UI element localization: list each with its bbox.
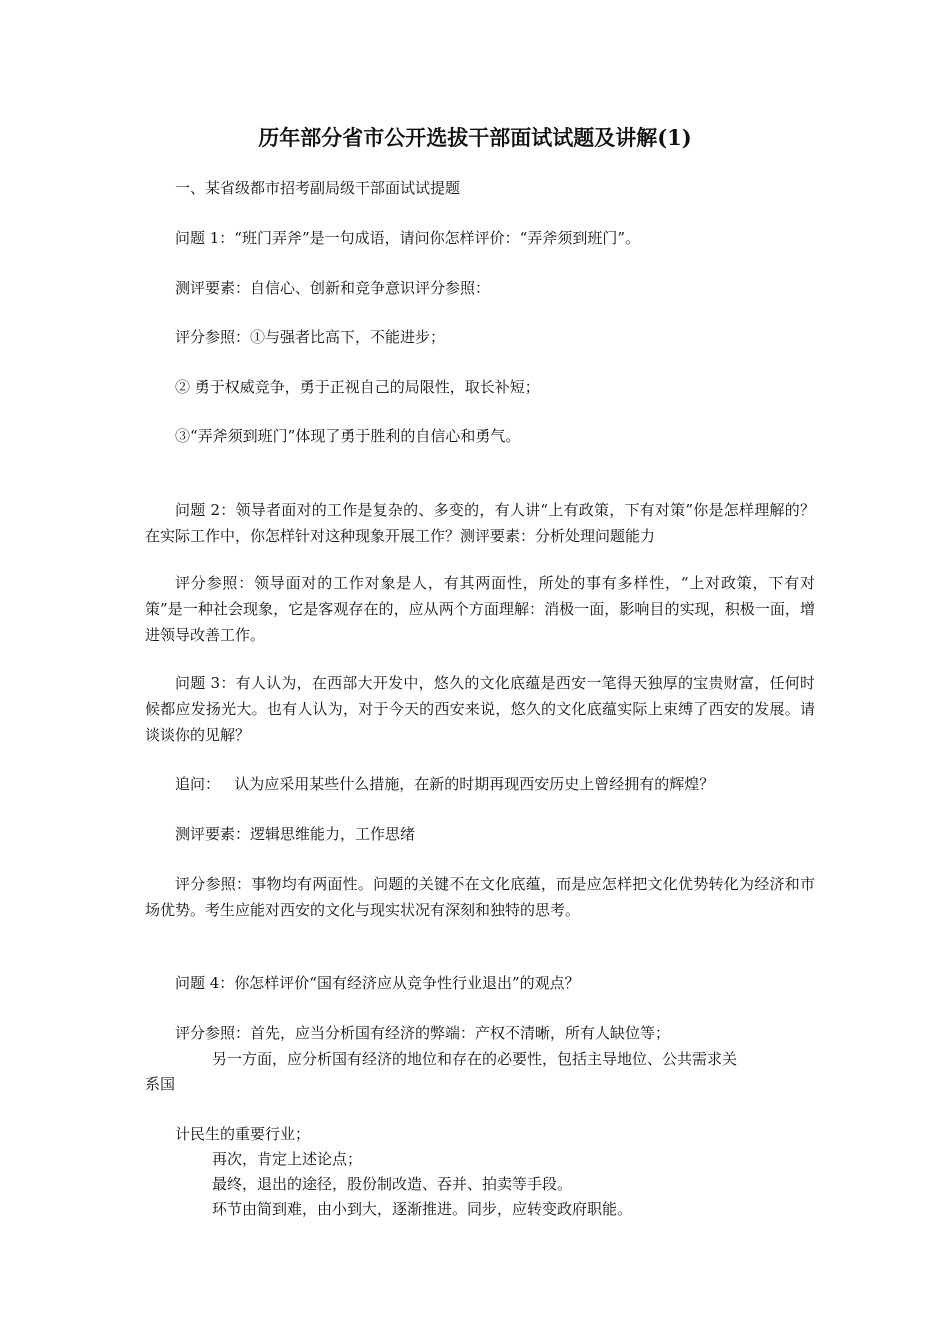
q1-criteria: 测评要素：自信心、创新和竞争意识评分参照： [175,279,491,297]
q1-reference-2: ② 勇于权威竞争，勇于正视自己的局限性，取长补短； [175,378,540,396]
q4-reference-line-6: 环节由简到难，由小到大，逐渐推进。同步，应转变政府职能。 [212,1200,633,1218]
q4-question: 问题 4：你怎样评价“国有经济应从竞争性行业退出”的观点？ [175,974,580,992]
q2-reference: 评分参照：领导面对的工作对象是人，有其两面性，所处的事有多样性，“上对政策，下有对策”是一种社会现象，它是客观存在的，应从两个方面理解：消极一面，影响目的实现，积极一面，增进领导改善工作。 [145,574,815,644]
document-title: 历年部分省市公开选拔干部面试试题及讲解(1) [258,125,692,150]
section-heading: 一、某省级都市招考副局级干部面试试提题 [175,179,461,197]
q4-reference-line-1: 评分参照：首先，应当分析国有经济的弊端：产权不清晰，所有人缺位等； [175,1024,671,1042]
q1-question: 问题 1：“班门弄斧”是一句成语，请问你怎样评价：“弄斧须到班门”。 [175,229,640,247]
q1-reference-3: ③“弄斧须到班门”体现了勇于胜利的自信心和勇气。 [175,427,521,445]
q1-reference-1: 评分参照：①与强者比高下，不能进步； [175,328,446,346]
q4-reference-line-5: 最终，退出的途径，股份制改造、吞并、拍卖等手段。 [212,1175,573,1193]
q3-reference: 评分参照：事物均有两面性。问题的关键不在文化底蕴，而是应怎样把文化优势转化为经济和市场优势。考生应能对西安的文化与现实状况有深刻和独特的思考。 [145,875,815,919]
q3-question: 问题 3：有人认为，在西部大开发中，悠久的文化底蕴是西安一笔得天独厚的宝贵财富，任何时候都应发扬光大。也有人认为，对于今天的西安来说，悠久的文化底蕴实际上束缚了西安的发展。请谈谈你的见解？ [145,674,815,744]
q3-criteria: 测评要素：逻辑思维能力，工作思绪 [175,825,416,843]
q4-reference-line-4: 再次，肯定上述论点； [212,1150,363,1168]
q4-reference-line-3: 计民生的重要行业； [175,1125,311,1143]
q2-question: 问题 2：领导者面对的工作是复杂的、多变的，有人讲“上有政策，下有对策”你是怎样理解的？在实际工作中，你怎样针对这种现象开展工作？测评要素：分析处理问题能力 [145,501,815,545]
q4-reference-line-2b: 系国 [145,1075,176,1093]
q4-reference-line-2a: 另一方面，应分析国有经济的地位和存在的必要性，包括主导地位、公共需求关 [212,1050,738,1068]
q3-followup: 追问： 认为应采用某些什么措施，在新的时期再现西安历史上曾经拥有的辉煌？ [175,775,715,793]
